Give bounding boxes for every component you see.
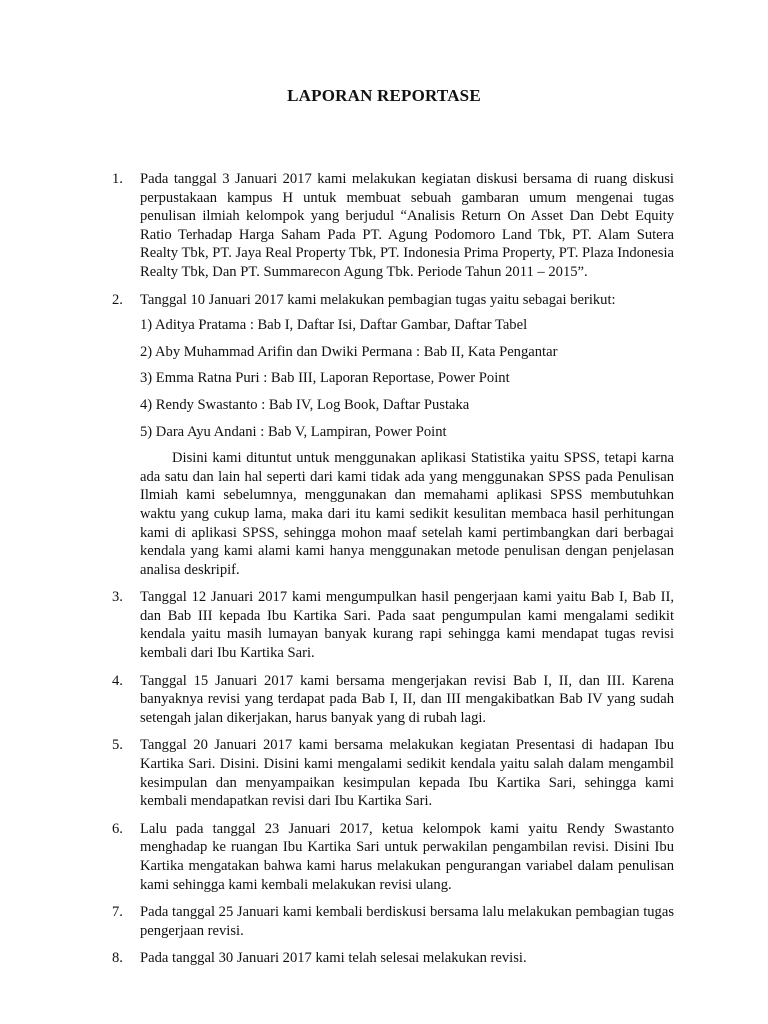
item-number: 5.: [112, 737, 123, 754]
assignment-item: 2) Aby Muhammad Arifin dan Dwiki Permana : Bab II, Kata Pengantar: [140, 343, 558, 360]
item-number: 4.: [112, 672, 123, 689]
assignment-item: 3) Emma Ratna Puri : Bab III, Laporan Reportase, Power Point: [140, 370, 510, 387]
assignment-item: 4) Rendy Swastanto : Bab IV, Log Book, Daftar Pustaka: [140, 396, 470, 413]
item-text: Tanggal 10 Januari 2017 kami melakukan pembagian tugas yaitu sebagai berikut:: [140, 291, 616, 308]
list-item-2: [112, 291, 674, 580]
assignment-item: 5) Dara Ayu Andani : Bab V, Lampiran, Power Point: [140, 423, 447, 440]
list-item-8: [112, 949, 674, 968]
assignment-list: [140, 316, 674, 441]
item-number: 6.: [112, 820, 123, 837]
item-text: Lalu pada tanggal 23 Januari 2017, ketua kelompok kami yaitu Rendy Swastanto menghadap ke ruangan Ibu Kartika Sari untuk perwakilan pengambilan revisi. Disini Ibu Kartika mengatakan bahwa kami harus melakukan pengurangan variabel dalam penulisan kami sehingga kami kembali melakukan revisi ulang.: [140, 820, 674, 893]
report-list: [112, 170, 674, 977]
item-text: Pada tanggal 3 Januari 2017 kami melakukan kegiatan diskusi bersama di ruang diskusi perpustakaan kampus H untuk membuat sebuah gambaran umum mengenai tugas penulisan ilmiah kelompok yang berjudul “Analisis Return On Asset Dan Debt Equity Ratio Terhadap Harga Saham Pada PT. Agung Podomoro Land Tbk, PT. Alam Sutera Realty Tbk, PT. Jaya Real Property Tbk, PT. Indonesia Prima Property, PT. Plaza Indonesia Realty Tbk, Dan PT. Summarecon Agung Tbk. Periode Tahun 2011 – 2015”.: [140, 171, 674, 280]
list-item-3: [112, 588, 674, 662]
list-item-6: [112, 820, 674, 894]
item-number: 8.: [112, 950, 123, 967]
item-number: 2.: [112, 291, 123, 308]
list-item-7: [112, 903, 674, 940]
item-text: Pada tanggal 30 Januari 2017 kami telah selesai melakukan revisi.: [140, 950, 527, 967]
item-text: Tanggal 12 Januari 2017 kami mengumpulkan hasil pengerjaan kami yaitu Bab I, Bab II, dan Bab III kepada Ibu Kartika Sari. Pada saat pengumpulan kami mengalami sedikit kendala yaitu masih lumayan banyak kurang rapi sehingga kami mendapat tugas revisi kembali dari Ibu Kartika Sari.: [140, 589, 674, 662]
item-text: Pada tanggal 25 Januari kami kembali berdiskusi bersama lalu melakukan pembagian tugas pengerjaan revisi.: [140, 904, 674, 939]
explanation-paragraph: Disini kami dituntut untuk menggunakan aplikasi Statistika yaitu SPSS, tetapi karna ada satu dan lain hal seperti dari kami tidak ada yang menggunakan SPSS pada Penulisan Ilmiah kami sebelumnya, menggunakan dan memahami aplikasi SPSS membutuhkan waktu yang cukup lama, maka dari itu kami sedikit kesulitan membaca hasil perhitungan kami di aplikasi SPSS, sehingga mohon maaf setelah kami pertimbangkan dari berbagai kendala yang kami alami kami hanya menggunakan metode penulisan dengan penjelasan analisa deskripif.: [140, 450, 674, 578]
list-item-4: [112, 672, 674, 728]
assignment-item: 1) Aditya Pratama : Bab I, Daftar Isi, Daftar Gambar, Daftar Tabel: [140, 317, 528, 334]
item-number: 7.: [112, 904, 123, 921]
list-item-5: [112, 736, 674, 810]
list-item-1: [112, 170, 674, 282]
page-title: LAPORAN REPORTASE: [287, 86, 481, 105]
item-number: 1.: [112, 171, 123, 187]
item-text: Tanggal 20 Januari 2017 kami bersama melakukan kegiatan Presentasi di hadapan Ibu Kartika Sari. Disini. Disini kami mengalami sedikit kendala yaitu salah dalam mengambil kesimpulan dan menyampaikan kesimpulan kepada Ibu Kartika Sari, sehingga kami kembali mendapatkan revisi dari Ibu Kartika Sari.: [140, 737, 674, 810]
item-number: 3.: [112, 589, 123, 606]
item-text: Tanggal 15 Januari 2017 kami bersama mengerjakan revisi Bab I, II, dan III. Karena banyaknya revisi yang terdapat pada Bab I, II, dan III mengakibatkan Bab IV yang sudah setengah jalan dikerjakan, harus banyak yang di rubah lagi.: [140, 672, 674, 726]
